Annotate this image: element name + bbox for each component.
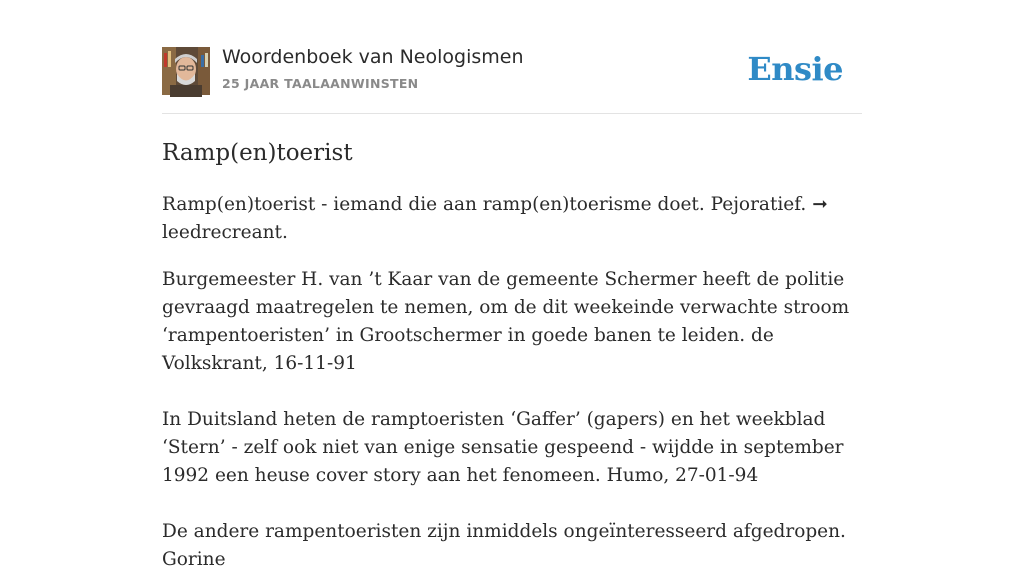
site-subtitle: 25 JAAR TAALAANWINSTEN	[222, 76, 419, 91]
citation-quote: Burgemeester H. van ’t Kaar van de gemeente Schermer heeft de politie gevraagd maatregelen te nemen, om de dit weekeinde verwachte stroom ‘rampentoeristen’ in Grootschermer in goede banen te leiden. de Volkskrant, 16-11-91	[162, 269, 850, 374]
brand-logo[interactable]: Ensie	[747, 50, 843, 88]
entry-definition	[162, 191, 862, 247]
entry-title: Ramp(en)toerist	[162, 140, 353, 166]
citation-quote: De andere rampentoeristen zijn inmiddels ongeïnteresseerd afgedropen. Gorine	[162, 521, 846, 570]
definition-link[interactable]: leedrecreant.	[162, 222, 288, 243]
definition-text: Ramp(en)toerist - iemand die aan ramp(en)toerisme doet. Pejoratief.	[162, 194, 807, 215]
site-title[interactable]: Woordenboek van Neologismen	[222, 46, 524, 68]
header	[162, 0, 862, 114]
author-avatar[interactable]	[162, 47, 210, 95]
citation-quote: In Duitsland heten de ramptoeristen ‘Gaffer’ (gapers) en het weekblad ‘Stern’ - zelf ook niet van enige sensatie gespeend - wijdde in september 1992 een heuse cover story aan het fenomeen. Humo, 27-01-94	[162, 409, 844, 486]
arrow-right-icon: ➞	[812, 194, 828, 215]
page	[162, 0, 862, 574]
